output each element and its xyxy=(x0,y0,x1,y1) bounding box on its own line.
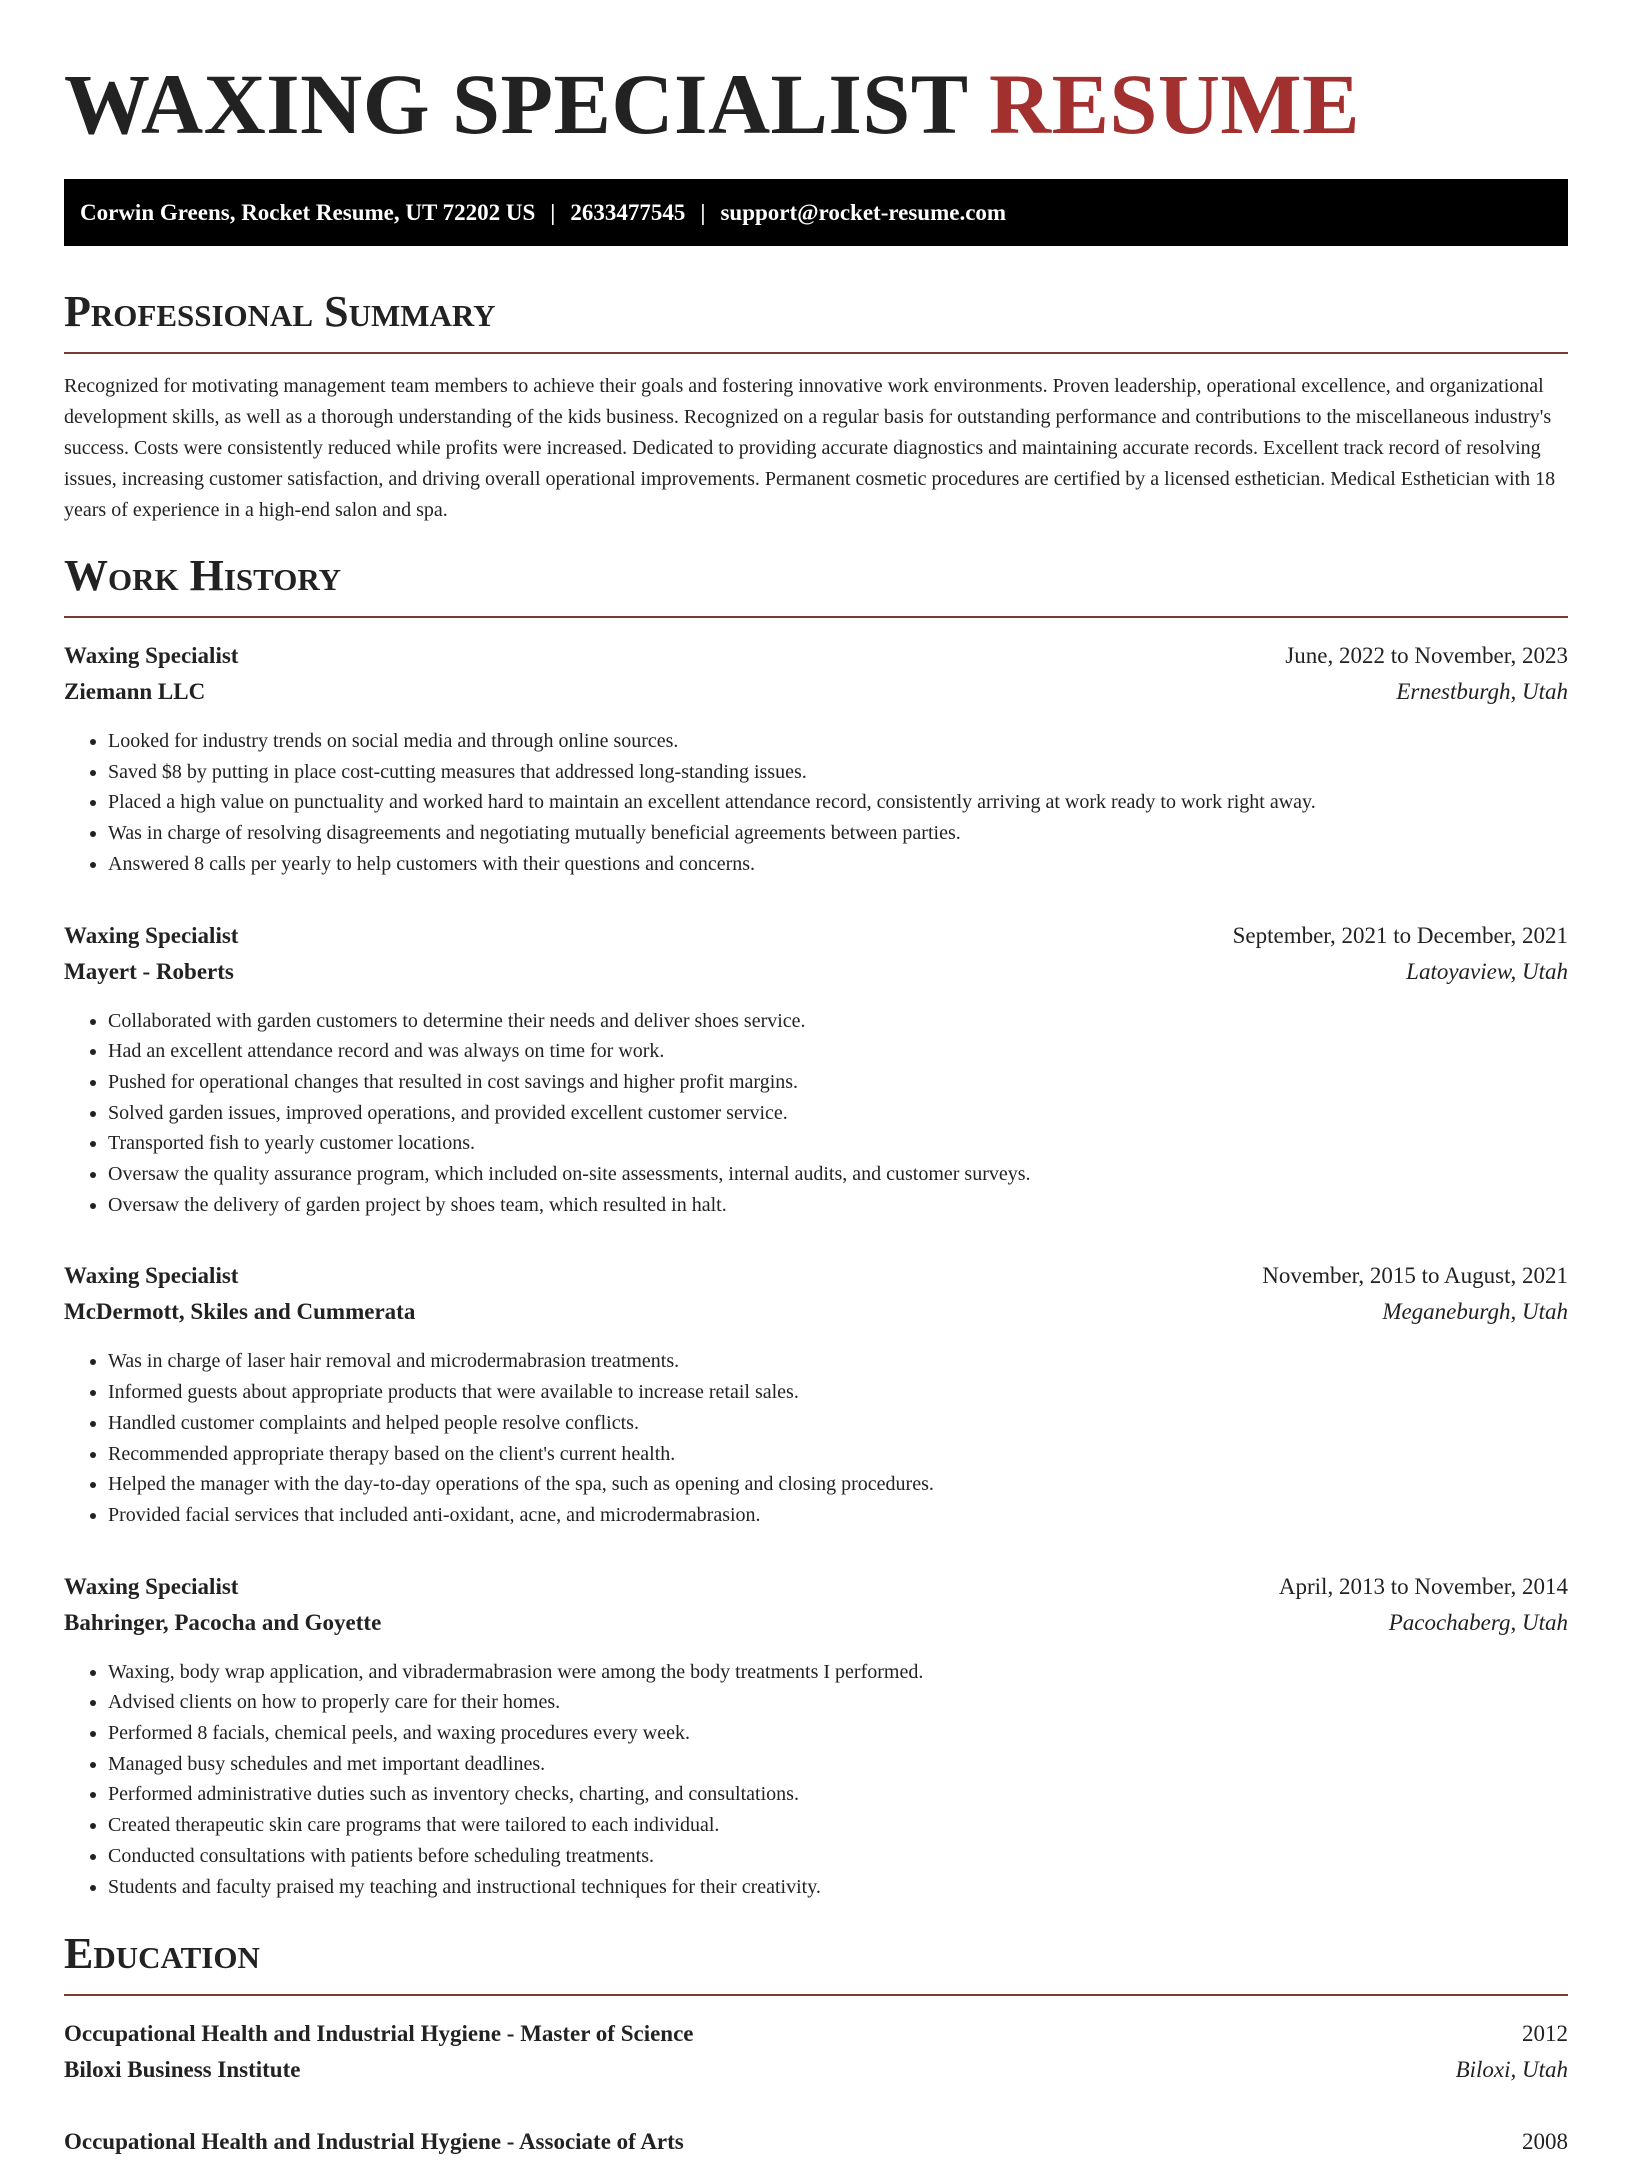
job-company: Bahringer, Pacocha and Goyette xyxy=(64,1609,382,1635)
resume-title xyxy=(64,0,1568,152)
job-bullet: • Created therapeutic skin care programs that were tailored to each individual. xyxy=(108,1810,1568,1841)
contact-separator: | xyxy=(700,199,706,225)
title-main: WAXING SPECIALIST xyxy=(64,56,968,152)
job-title: Waxing Specialist xyxy=(64,1263,239,1289)
job-dates: April, 2013 to November, 2014 xyxy=(1278,1573,1568,1599)
job-bullet: • Saved $8 by putting in place cost-cutting measures that addressed long-standing issues. xyxy=(108,757,1568,788)
job-bullets xyxy=(64,726,1568,880)
job-title: Waxing Specialist xyxy=(64,643,239,668)
section-divider xyxy=(64,616,1568,618)
job-location: Meganeburgh, Utah xyxy=(1382,1299,1568,1325)
work-history-heading: Work History xyxy=(64,551,342,600)
section-divider xyxy=(64,1994,1568,1996)
job-dates: September, 2021 to December, 2021 xyxy=(1232,922,1568,948)
job-bullet: • Pushed for operational changes that resulted in cost savings and higher profit margins. xyxy=(108,1067,1568,1098)
job-bullet: • Performed 8 facials, chemical peels, and waxing procedures every week. xyxy=(108,1718,1568,1749)
job-entry xyxy=(64,918,1568,1221)
contact-phone: 2633477545 xyxy=(570,199,686,225)
job-bullet: • Oversaw the delivery of garden project by shoes team, which resulted in halt. xyxy=(108,1190,1568,1221)
job-header-row xyxy=(64,1258,1568,1294)
job-company: Mayert - Roberts xyxy=(64,958,234,984)
job-title: Waxing Specialist xyxy=(64,922,239,948)
job-bullet: • Oversaw the quality assurance program, which included on-site assessments, internal audits, and customer surveys. xyxy=(108,1159,1568,1190)
education-degree: Occupational Health and Industrial Hygiene - Master of Science xyxy=(64,2021,694,2047)
job-company: McDermott, Skiles and Cummerata xyxy=(64,1299,416,1325)
job-bullet: • Handled customer complaints and helped people resolve conflicts. xyxy=(108,1408,1568,1439)
job-company: Ziemann LLC xyxy=(64,679,206,704)
summary-heading: Professional Summary xyxy=(64,287,496,336)
title-accent: RESUME xyxy=(989,56,1360,152)
job-bullet: • Had an excellent attendance record and was always on time for work. xyxy=(108,1036,1568,1067)
job-bullets xyxy=(64,1346,1568,1530)
education-header-row xyxy=(64,2124,1568,2160)
job-bullet: • Conducted consultations with patients before scheduling treatments. xyxy=(108,1841,1568,1872)
job-title: Waxing Specialist xyxy=(64,1573,239,1599)
job-location: Latoyaview, Utah xyxy=(1406,958,1568,984)
education-entry xyxy=(64,2124,1568,2160)
job-entry xyxy=(64,1569,1568,1903)
job-bullet: • Recommended appropriate therapy based on the client's current health. xyxy=(108,1439,1568,1470)
job-bullet: • Answered 8 calls per yearly to help customers with their questions and concerns. xyxy=(108,849,1568,880)
job-entry xyxy=(64,638,1568,880)
education-year: 2008 xyxy=(1522,2129,1568,2155)
job-dates: June, 2022 to November, 2023 xyxy=(1285,643,1568,668)
job-bullet: • Looked for industry trends on social media and through online sources. xyxy=(108,726,1568,757)
section-divider xyxy=(64,352,1568,354)
job-bullet: • Advised clients on how to properly care for their homes. xyxy=(108,1687,1568,1718)
contact-email: support@rocket-resume.com xyxy=(720,199,1007,225)
education-degree: Occupational Health and Industrial Hygiene - Associate of Arts xyxy=(64,2129,684,2155)
education-school-row xyxy=(64,2052,1568,2088)
job-location: Pacochaberg, Utah xyxy=(1388,1609,1568,1635)
job-company-row xyxy=(64,1294,1568,1330)
job-bullet: • Collaborated with garden customers to determine their needs and deliver shoes service. xyxy=(108,1006,1568,1037)
job-header-row xyxy=(64,918,1568,954)
job-dates: November, 2015 to August, 2021 xyxy=(1262,1263,1568,1289)
job-bullets xyxy=(64,1006,1568,1221)
job-bullet: • Students and faculty praised my teaching and instructional techniques for their creativity. xyxy=(108,1872,1568,1903)
education-location: Biloxi, Utah xyxy=(1455,2057,1568,2083)
job-bullets xyxy=(64,1657,1568,1903)
job-bullet: • Waxing, body wrap application, and vibradermabrasion were among the body treatments I performed. xyxy=(108,1657,1568,1688)
job-bullet: • Provided facial services that included anti-oxidant, acne, and microdermabrasion. xyxy=(108,1500,1568,1531)
job-company-row xyxy=(64,674,1568,710)
job-header-row xyxy=(64,638,1568,674)
job-bullet: • Performed administrative duties such as inventory checks, charting, and consultations. xyxy=(108,1779,1568,1810)
job-company-row xyxy=(64,954,1568,990)
contact-bar xyxy=(64,179,1568,246)
education-year: 2012 xyxy=(1522,2021,1568,2047)
job-bullet: • Managed busy schedules and met important deadlines. xyxy=(108,1749,1568,1780)
resume-page xyxy=(64,0,1568,2160)
job-entry xyxy=(64,1258,1568,1530)
job-bullet: • Helped the manager with the day-to-day operations of the spa, such as opening and closing procedures. xyxy=(108,1469,1568,1500)
job-company-row xyxy=(64,1605,1568,1641)
job-bullet: • Transported fish to yearly customer locations. xyxy=(108,1128,1568,1159)
job-bullet: • Was in charge of laser hair removal and microdermabrasion treatments. xyxy=(108,1346,1568,1377)
job-location: Ernestburgh, Utah xyxy=(1396,679,1568,704)
contact-separator: | xyxy=(550,199,556,225)
job-bullet: • Placed a high value on punctuality and worked hard to maintain an excellent attendance record, consistently arriving at work ready to work right away. xyxy=(108,787,1568,818)
job-bullet: • Solved garden issues, improved operations, and provided excellent customer service. xyxy=(108,1098,1568,1129)
education-heading: Education xyxy=(64,1929,260,1979)
job-bullet: • Was in charge of resolving disagreements and negotiating mutually beneficial agreements between parties. xyxy=(108,818,1568,849)
contact-address: Corwin Greens, Rocket Resume, UT 72202 US xyxy=(80,199,536,225)
education-header-row xyxy=(64,2016,1568,2052)
job-header-row xyxy=(64,1569,1568,1605)
education-entry xyxy=(64,2016,1568,2088)
summary-text: Recognized for motivating management team members to achieve their goals and fostering innovative work environments. Proven leadership, operational excellence, and organizational development skills, as well as a thorough understanding of the kids business. Recognized on a regular basis for outstanding performance and contributions to the miscellaneous industry's success. Costs were consistently reduced while profits were increased. Dedicated to providing accurate diagnostics and maintaining accurate records. Excellent track record of resolving issues, increasing customer satisfaction, and driving overall operational improvements. Permanent cosmetic procedures are certified by a licensed esthetician. Medical Esthetician with 18 years of experience in a high-end salon and spa. xyxy=(64,375,1556,521)
education-school: Biloxi Business Institute xyxy=(64,2057,301,2083)
job-bullet: • Informed guests about appropriate products that were available to increase retail sales. xyxy=(108,1377,1568,1408)
